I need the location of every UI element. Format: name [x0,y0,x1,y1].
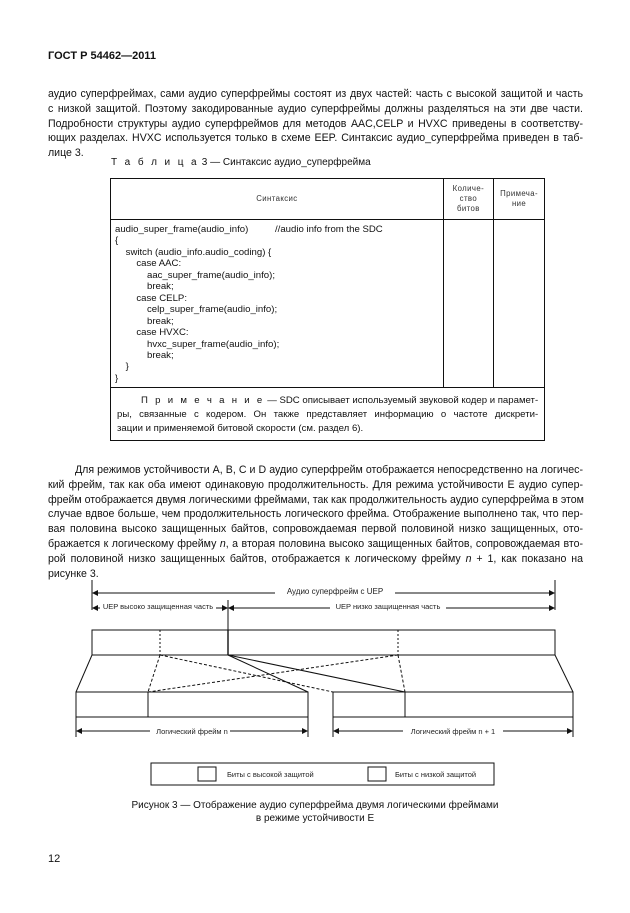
text-line [48,537,583,552]
code-line: } [115,361,129,373]
caption-line: Рисунок 3 — Отображение аудио суперфрейма двумя логическими фреймами [131,800,499,811]
note-line: зации и применяемой битовой скорости (см. раздел 6). [117,422,364,434]
table-note [111,388,545,441]
note-text: — SDC описывает используемый звуковой кодер и парамет- [264,395,539,407]
intro-paragraph [48,87,583,161]
code-line: break; [115,315,174,327]
variable-n: n [465,552,472,565]
header-line: ство [459,194,478,203]
mapping-line [76,655,92,692]
code-line: break; [115,281,174,293]
text-fragment: бражается к логическому фрейму [48,537,220,550]
text-line: аудио суперфреймах, сами аудио суперфреймы состоят из двух частей: часть с высокой защитой и часть [48,88,583,100]
document-header: ГОСТ Р 54462—2011 [48,50,156,62]
syntax-table [110,178,545,441]
logical-frame-n-box [76,692,308,717]
text-line: ющих разделах. HVXC используется только в схеме EEP. Синтаксис аудио_суперфрейма приведен в таб- [48,132,583,145]
mapping-line [228,655,405,692]
header-line: ние [511,199,527,208]
mapping-line [555,655,573,692]
note-cell [493,220,544,388]
text-line: вая половина высоко защищенных байтов, сопровождаемая первой половиной низко защищенных, ото- [48,523,583,536]
code-line: audio_super_frame(audio_info) //audio info from the SDC [115,224,383,235]
text-line: фрейм отображается двумя логическими фреймами, так как продолжительность аудио суперфрейма в этом [48,493,584,506]
header-line: Примеча- [500,189,539,198]
low-part-label: UEP низко защищенная часть [335,602,441,611]
header-line: битов [456,204,480,213]
text-line: кий фрейм, так как оба имеют одинаковую продолжительность. Для режима устойчивости E аудио супер- [48,478,583,491]
mapping-line [228,655,308,692]
high-part-label: UEP высоко защищенная часть [102,602,214,611]
mapping-line [148,655,160,692]
code-line: celp_super_frame(audio_info); [115,304,278,316]
text-line: Подробности структуры аудио суперфреймов для методов AAC,CELP и HVXC приведены в соответству- [48,117,583,130]
figure-caption [0,800,630,825]
text-line: лице 3. [48,147,84,160]
legend-swatch-low [368,767,386,781]
header-bit-count [443,179,493,220]
text-fragment: рой половиной низко защищенных байтов, отображается к логическому фрейму [48,552,466,565]
text-line: рисунке 3. [48,567,99,580]
code-line: case CELP: [115,292,187,304]
table-caption-prefix: Т а б л и ц а [111,157,199,168]
code-line: switch (audio_info.audio_coding) { [115,246,272,258]
superframe-label: Аудио суперфрейм с UEP [286,587,384,596]
code-line: break; [115,349,174,361]
page-number: 12 [48,853,61,865]
text-line [48,552,583,567]
figure-superframe-mapping [0,575,630,835]
frame-n1-label: Логический фрейм n + 1 [410,727,496,736]
note-label: П р и м е ч а н и е [141,395,265,407]
frame-n-label: Логический фрейм n [156,727,228,736]
legend-high-label: Биты с высокой защитой [227,770,314,779]
text-line: с низкой защитой. Поэтому закодированные аудио суперфреймы должны разделяться на эти две части. [48,102,583,115]
header-note [493,179,544,220]
logical-frame-n1-box [333,692,573,717]
superframe-box [92,630,555,655]
body-paragraph [48,463,583,581]
syntax-code [111,220,444,388]
text-line: случае вдвое больше, чем продолжительность логического фрейма. Отображение выполнено так, что пер- [48,508,583,521]
code-line: } [115,372,119,384]
text-fragment: + 1, как показано на [471,552,584,565]
note-line: ры, связанные с кодером. Он также представляет информацию о частоте дискрети- [117,408,539,420]
mapping-line [160,655,333,692]
mapping-line [398,655,405,692]
header-syntax: Синтаксис [111,179,444,220]
table-caption-text: 3 — Синтаксис аудио_суперфрейма [198,157,371,168]
caption-line: в режиме устойчивости E [255,812,375,824]
header-line: Количе- [452,184,485,193]
code-line: aac_super_frame(audio_info); [115,269,275,281]
code-line: hvxc_super_frame(audio_info); [115,338,280,350]
code-line: case HVXC: [115,327,189,339]
text-fragment: , а вторая половина высоко защищенных байтов, сопровождаемая вто- [225,537,583,550]
table-caption [111,157,371,168]
legend-swatch-high [198,767,216,781]
bit-count-cell [443,220,493,388]
note-line [117,394,538,408]
legend-low-label: Биты с низкой защитой [395,770,477,779]
text-line: Для режимов устойчивости A, B, C и D аудио суперфрейм отображается непосредственно на логичес- [75,464,583,476]
code-line: { [115,235,119,247]
code-line: case AAC: [115,258,182,270]
variable-n: n [219,537,226,550]
